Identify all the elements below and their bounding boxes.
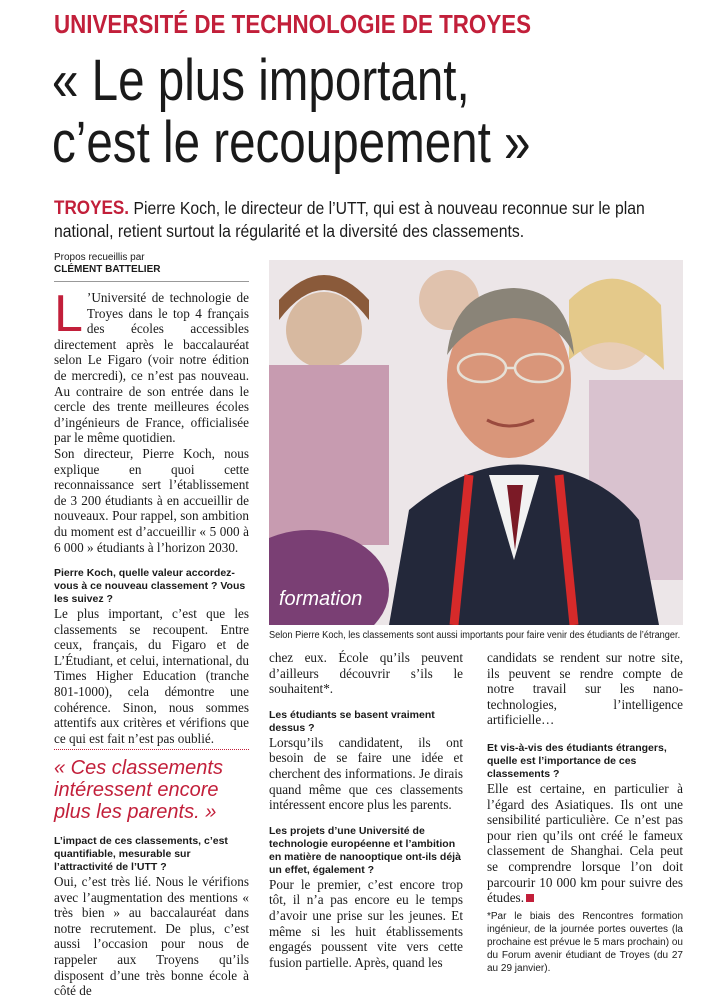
column-3-continuation: candidats se rendent sur notre site, ils peuvent se rendre compte de notre travail sur les nano-technologies, l’intelligence artificielle… — [487, 650, 683, 728]
lead-paragraph — [54, 197, 702, 242]
answer-5: Elle est certaine, en particulier à l’égard des Asiatiques. Ils ont une sensibilité particulière. Ce n’est pas pour rien qu’ils ont créé le fameux classement de Shanghai. Cela peut se comprendre lorsque l’on doit parcourir 10 000 km pour suivre des études. — [487, 780, 683, 906]
question-3: Les étudiants se basent vraiment dessus ? — [269, 708, 435, 734]
question-2: L’impact de ces classements, c’est quantifiable, mesurable sur l’attractivité de l’UTT ? — [54, 835, 228, 873]
intro-paragraph: L ’Université de technologie de Troyes dans le top 4 français des écoles accessibles directement après le baccalauréat selon Le Figaro (voir notre édition de mercredi), ce n’est pas nouveau. Au contraire de son entrée dans le cercle des trente meilleures écoles d’ingénieurs de France, officialisée par le même quotidien. — [54, 285, 249, 446]
footnote: *Par le biais des Rencontres formation ingénieur, de la journée portes ouvertes (la prochaine est prévue le 5 mars prochain) ou du Forum avenir étudiant de Troyes (du 27 au 29 janvier). — [487, 910, 683, 974]
byline-author: CLÉMENT BATTELIER — [54, 264, 161, 275]
byline-divider — [54, 281, 249, 282]
headline-line-1: « Le plus important, — [52, 48, 470, 113]
photo-illustration — [269, 260, 683, 625]
column-1 — [54, 285, 249, 746]
byline — [54, 252, 160, 276]
pull-quote: « Ces classements intéressent encore plus les parents. » — [54, 757, 223, 823]
pull-quote-divider — [54, 749, 249, 750]
intro-paragraph-2: Son directeur, Pierre Koch, nous explique en quoi cette reconnaissance sert l’établissement de 3 200 étudiants à en accueillir de nouveaux. Pour rappel, son ambition du moment est d’accueillir « 5 000 à 6 000 » étudiants à l’horizon 2030. — [54, 445, 249, 555]
question-4: Les projets d’une Université de technologie européenne et l’ambition en matière de nanooptique ont-ils déjà un effet, également ? — [269, 824, 461, 876]
question-1: Pierre Koch, quelle valeur accordez-vous à ce nouveau classement ? Vous les suivez ? — [54, 567, 246, 606]
answer-5-wrap — [487, 781, 683, 906]
answer-1: Le plus important, c’est que les classements se recoupent. Entre ceux, français, du Figaro et de L’Étudiant, et celui, international, du Times Higher Education (tranche 801-1000), cela démontre une cohérence. Sinon, nous sommes attentifs aux critères et vérifions que ce qui est fait n’est pas oublié. — [54, 606, 249, 746]
portrait-photo — [269, 260, 683, 625]
photo-caption: Selon Pierre Koch, les classements sont aussi importants pour faire venir des étudiants de l’étranger. — [269, 630, 681, 641]
lead-city: TROYES. — [54, 198, 130, 219]
lead-text: Pierre Koch, le directeur de l’UTT, qui est à nouveau reconnue sur le plan national, retient surtout la régularité et la diversité des classements. — [54, 198, 645, 241]
column-1-bottom — [54, 835, 249, 999]
answer-4: Pour le premier, c’est encore trop tôt, il n’a pas encore eu le temps d’avoir une prise sur les jeunes. Et même si les huit établissements engagés poussent vite vers cette fusion partielle. Après, quand les — [269, 876, 463, 970]
column-2-continuation: chez eux. École qu’ils peuvent d’ailleurs découvrir s’ils le souhaitent*. — [269, 650, 463, 697]
headline — [52, 50, 531, 174]
headline-line-2: c’est le recoupement » — [52, 110, 531, 175]
question-5: Et vis-à-vis des étudiants étrangers, quelle est l’importance de ces classements ? — [487, 741, 667, 780]
section-kicker: UNIVERSITÉ DE TECHNOLOGIE DE TROYES — [54, 9, 532, 39]
drop-cap: L — [54, 285, 83, 343]
answer-2: Oui, c’est très lié. Nous le vérifions avec l’augmentation des mentions « très bien » au baccalauréat dans notre recrutement. De plus, c’est aussi l’occasion pour nous de rappeler aux Troyens qu’ils disposent d’une très bonne école à côté de — [54, 874, 249, 999]
end-mark-icon — [526, 894, 534, 902]
poster-text: formation — [279, 588, 363, 610]
column-2 — [269, 650, 463, 970]
byline-label: Propos recueillis par — [54, 252, 145, 263]
column-3 — [487, 650, 683, 975]
answer-3: Lorsqu’ils candidatent, ils ont besoin de se faire une idée et cherchent des informations. Je dirais quand même que ces classements intéressent encore plus les parents. — [269, 734, 463, 813]
